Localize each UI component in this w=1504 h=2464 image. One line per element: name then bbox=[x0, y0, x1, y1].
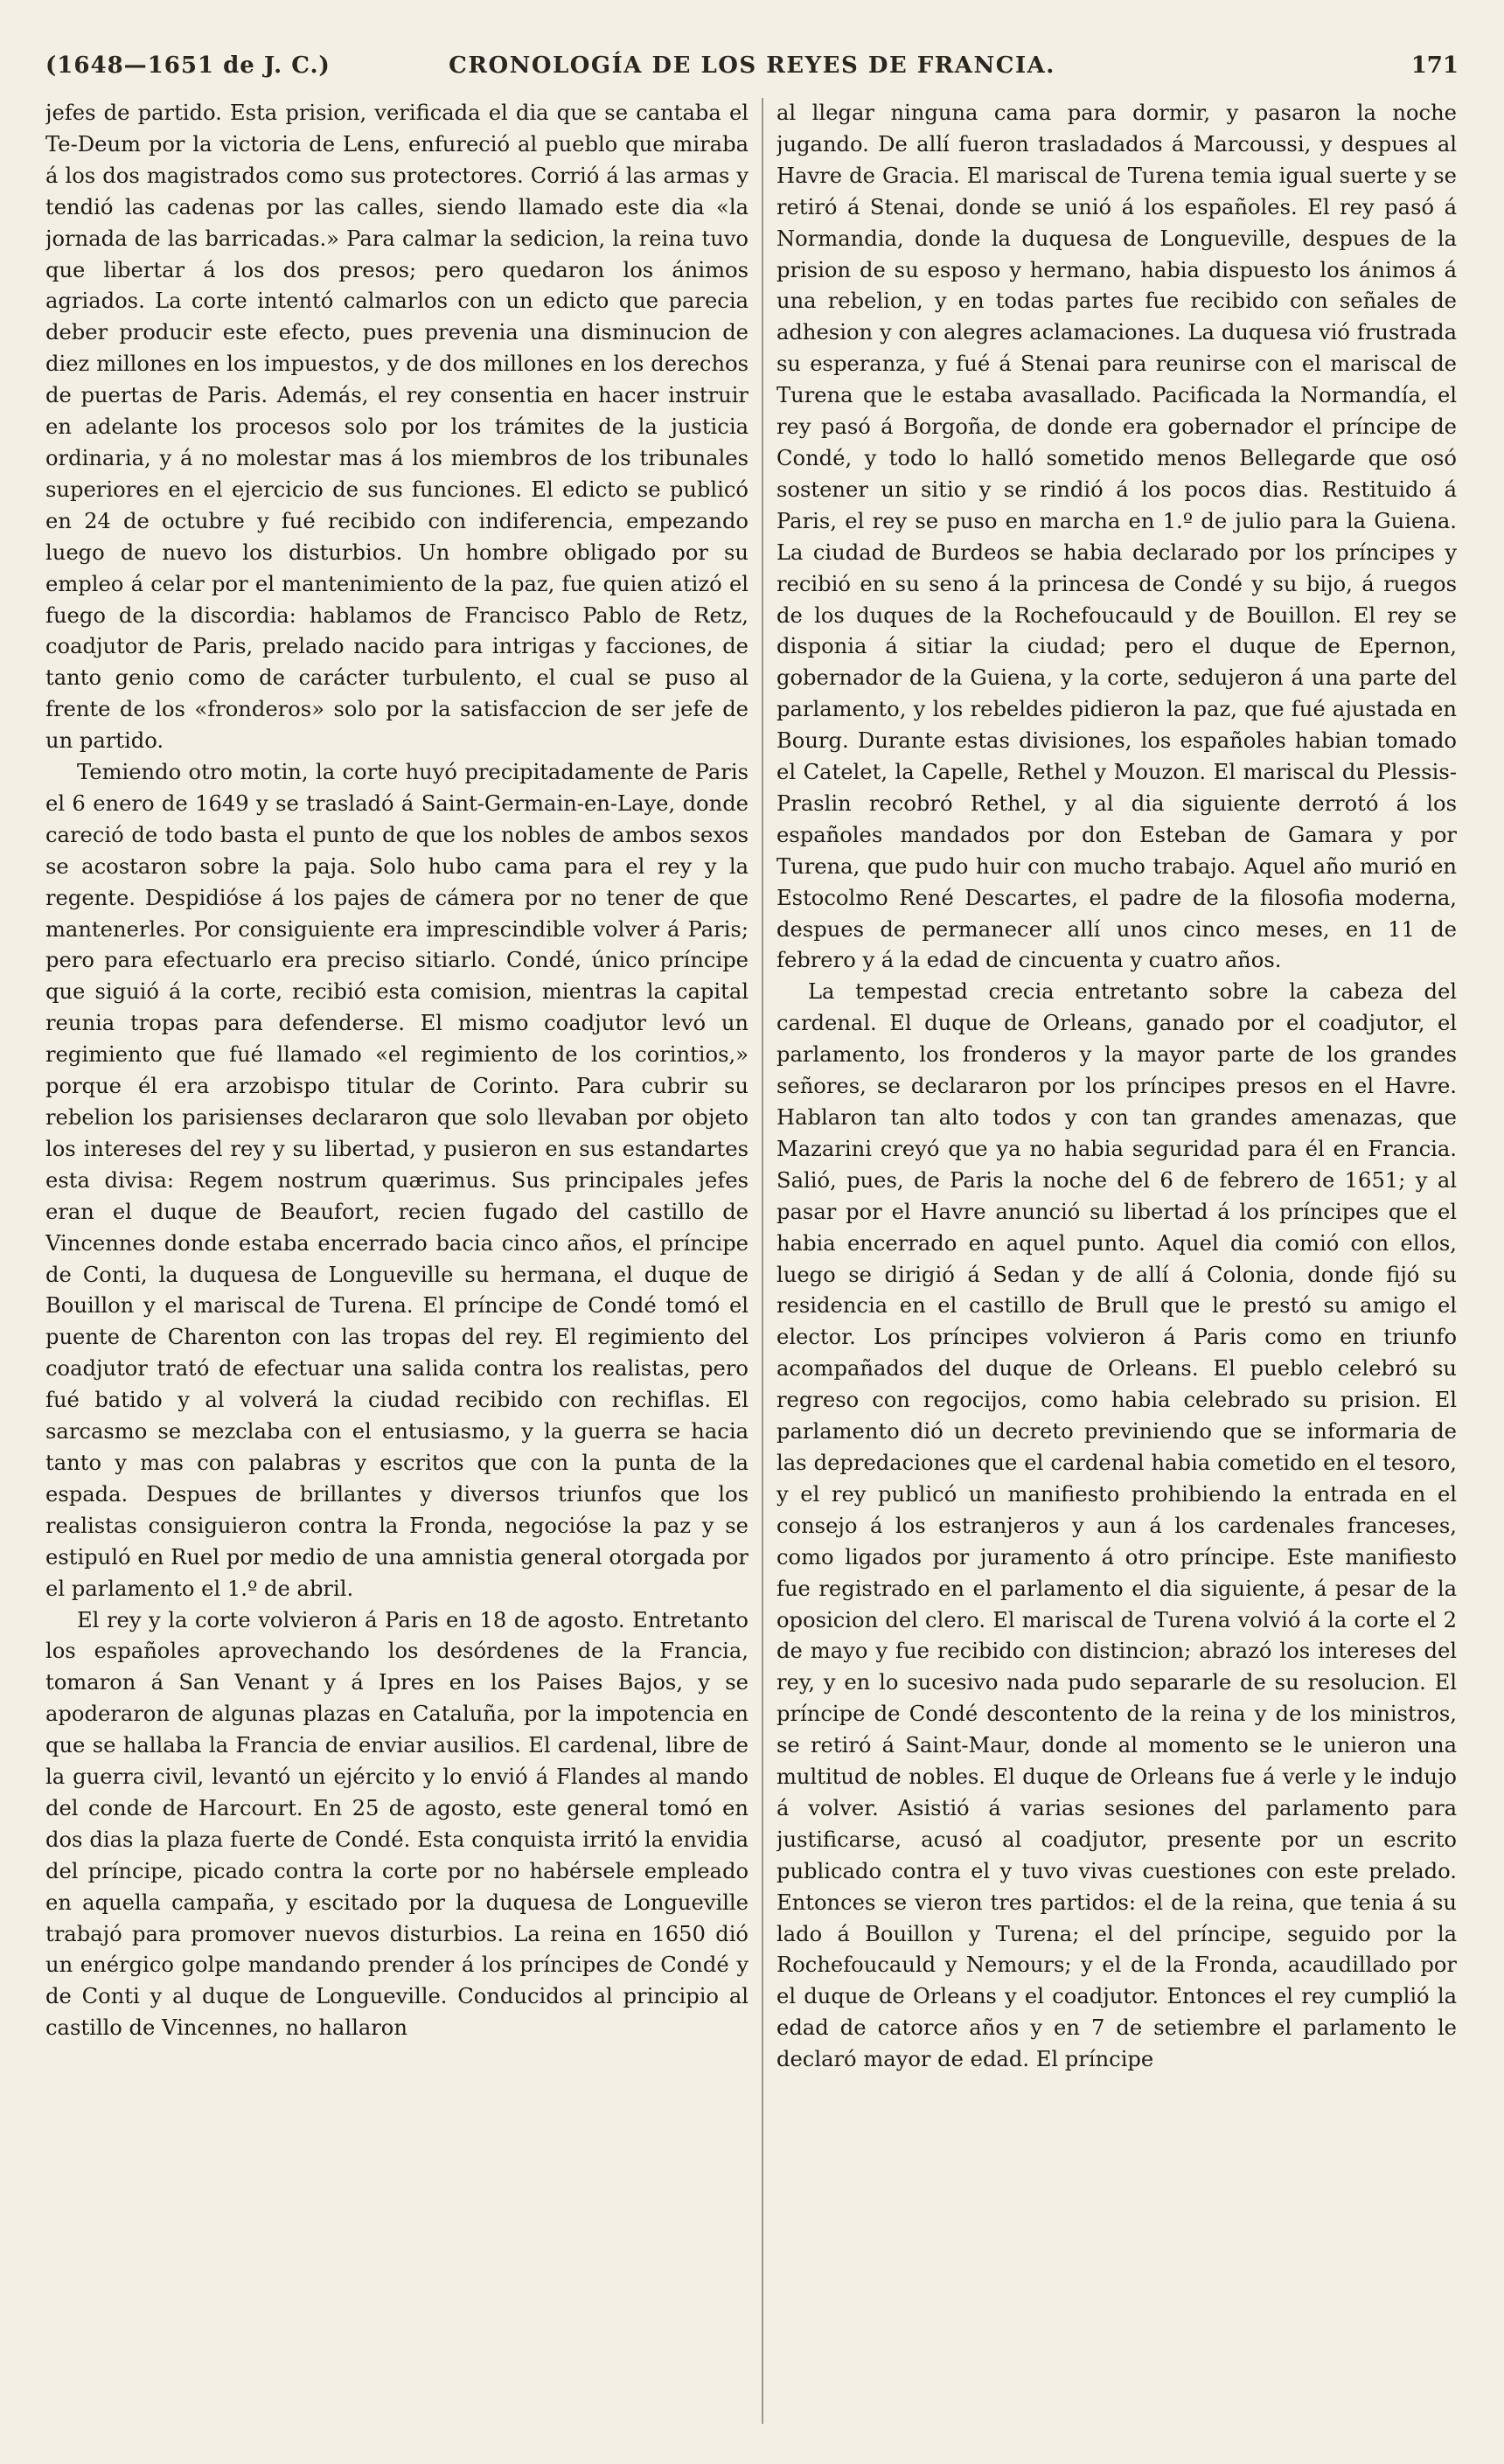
paragraph: Temiendo otro motin, la corte huyó precipitadamente de Paris el 6 enero de 1649 y se trasladó á Saint-Germain-en-Laye, donde careció de todo basta el punto de que los nobles de ambos sexos se acostaron sobre la paja. Solo hubo cama para el rey y la regente. Despidióse á los pajes de cámera por no tener de que mantenerles. Por consiguiente era imprescindible volver á Paris; pero para efectuarlo era preciso sitiarlo. Condé, único príncipe que siguió á la corte, recibió esta comision, mientras la capital reunia tropas para defenderse. El mismo coadjutor levó un regimiento que fué llamado «el regimiento de los corintios,» porque él era arzobispo titular de Corinto. Para cubrir su rebelion los parisienses declararon que solo llevaban por objeto los intereses del rey y su libertad, y pusieron en sus estandartes esta divisa: Regem nostrum quærimus. Sus principales jefes eran el duque de Beaufort, recien fugado del castillo de Vincennes donde estaba encerrado bacia cinco años, el príncipe de Conti, la duquesa de Longueville su hermana, el duque de Bouillon y el mariscal de Turena. El príncipe de Condé tomó el puente de Charenton con las tropas del rey. El regimiento del coadjutor trató de efectuar una salida contra los realistas, pero fué batido y al volverá la ciudad recibido con rechiflas. El sarcasmo se mezclaba con el entusiasmo, y la guerra se hacia tanto y mas con palabras y escritos que con la punta de la espada. Despues de brillantes y diversos triunfos que los realistas consiguieron contra la Fronda, negocióse la paz y se estipuló en Ruel por medio de una amnistia general otorgada por el parlamento el 1.º de abril. bbox=[45, 760, 749, 1601]
paragraph: El rey y la corte volvieron á Paris en 18 de agosto. Entretanto los españoles aprovechando los desórdenes de la Francia, tomaron á San Venant y á Ipres en los Paises Bajos, y se apoderaron de algunas plazas en Cataluña, por la impotencia en que se hallaba la Francia de enviar ausilios. El cardenal, libre de la guerra civil, levantó un ejército y lo envió á Flandes al mando del conde de Harcourt. En 25 de agosto, este general tomó en dos dias la plaza fuerte de Condé. Esta conquista irritó la envidia del príncipe, picado contra la corte por no habérsele empleado en aquella campaña, y escitado por la duquesa de Longueville trabajó para promover nuevos disturbios. La reina en 1650 dió un enérgico golpe mandando prender á los príncipes de Condé y de Conti y al duque de Longueville. Conducidos al principio al castillo de Vincennes, no hallaron bbox=[45, 1607, 749, 2041]
paragraph: al llegar ninguna cama para dormir, y pasaron la noche jugando. De allí fueron trasladados á Marcoussi, y despues al Havre de Gracia. El mariscal de Turena temia igual suerte y se retiró á Stenai, donde se unió á los españoles. El rey pasó á Normandia, donde la duquesa de Longueville, despues de la prision de su esposo y hermano, habia dispuesto los ánimos á una rebelion, y en todas partes fue recibido con señales de adhesion y con alegres aclamaciones. La duquesa vió frustrada su esperanza, y fué á Stenai para reunirse con el mariscal de Turena que le estaba avasallado. Pacificada la Normandía, el rey pasó á Borgoña, de donde era gobernador el príncipe de Condé, y todo lo halló sometido menos Bellegarde que osó sostener un sitio y se rindió á los pocos dias. Restituido á Paris, el rey se puso en marcha en 1.º de julio para la Guiena. La ciudad de Burdeos se habia declarado por los príncipes y recibió en su seno á la princesa de Condé y su bijo, á ruegos de los duques de la Rochefoucauld y de Bouillon. El rey se disponia á sitiar la ciudad; pero el duque de Epernon, gobernador de la Guiena, y la corte, sedujeron á una parte del parlamento, y los rebeldes pidieron la paz, que fué ajustada en Bourg. Durante estas divisiones, los españoles habian tomado el Catelet, la Capelle, Rethel y Mouzon. El mariscal du Plessis-Praslin recobró Rethel, y al dia siguiente derrotó á los españoles mandados por don Esteban de Gamara y por Turena, que pudo huir con mucho trabajo. Aquel año murió en Estocolmo René Descartes, el padre de la filosofia moderna, despues de permanecer allí unos cinco meses, en 11 de febrero y á la edad de cincuenta y cuatro años. bbox=[776, 101, 1457, 973]
text-column-left bbox=[45, 98, 749, 2441]
column-divider bbox=[762, 98, 763, 2424]
paragraph: La tempestad crecia entretanto sobre la cabeza del cardenal. El duque de Orleans, ganado por el coadjutor, el parlamento, los fronderos y la mayor parte de los grandes señores, se declararon por los príncipes presos en el Havre. Hablaron tan alto todos y con tan grandes amenazas, que Mazarini creyó que ya no habia seguridad para él en Francia. Salió, pues, de Paris la noche del 6 de febrero de 1651; y al pasar por el Havre anunció su libertad á los príncipes que el habia encerrado en aquel punto. Aquel dia comió con ellos, luego se dirigió á Sedan y de allí á Colonia, donde fijó su residencia en el castillo de Brull que le prestó su amigo el elector. Los príncipes volvieron á Paris como en triunfo acompañados del duque de Orleans. El pueblo celebró su regreso con regocijos, como habia celebrado su prision. El parlamento dió un decreto previniendo que se informaria de las depredaciones que el cardenal habia cometido en el tesoro, y el rey publicó un manifiesto prohibiendo la entrada en el consejo á los estranjeros y aun á los cardenales franceses, como ligados por juramento á otro príncipe. Este manifiesto fue registrado en el parlamento el dia siguiente, á pesar de la oposicion del clero. El mariscal de Turena volvió á la corte el 2 de mayo y fue recibido con distincion; abrazó los intereses del rey, y en lo sucesivo nada pudo separarle de su resolucion. El príncipe de Condé descontento de la reina y de los ministros, se retiró á Saint-Maur, donde al momento se le unieron una multitud de nobles. El duque de Orleans fue á verle y le indujo á volver. Asistió á varias sesiones del parlamento para justificarse, acusó al coadjutor, presente por un escrito publicado contra el y tuvo vivas cuestiones con este prelado. Entonces se vieron tres partidos: el de la reina, que tenia á su lado á Bouillon y Turena; el del príncipe, seguido por la Rochefoucauld y Nemours; y el de la Fronda, acaudillado por el duque de Orleans y el coadjutor. Entonces el rey cumplió la edad de catorce años y en 7 de setiembre el parlamento le declaró mayor de edad. El príncipe bbox=[776, 979, 1457, 2072]
running-header bbox=[45, 52, 1459, 84]
header-date-range: (1648—1651 de J. C.) bbox=[45, 52, 331, 79]
page-number: 171 bbox=[1410, 52, 1459, 79]
header-title: CRONOLOGÍA DE LOS REYES DE FRANCIA. bbox=[449, 52, 1055, 79]
text-column-right bbox=[776, 98, 1457, 2441]
paragraph: jefes de partido. Esta prision, verificada el dia que se cantaba el Te-Deum por la victoria de Lens, enfureció al pueblo que miraba á los dos magistrados como sus protectores. Corrió á las armas y tendió las cadenas por las calles, siendo llamado este dia «la jornada de las barricadas.» Para calmar la sedicion, la reina tuvo que libertar á los dos presos; pero quedaron los ánimos agriados. La corte intentó calmarlos con un edicto que parecia deber producir este efecto, pues prevenia una disminucion de diez millones en los impuestos, y de dos millones en los derechos de puertas de Paris. Además, el rey consentia en hacer instruir en adelante los procesos solo por los trámites de la justicia ordinaria, y á no molestar mas á los miembros de los tribunales superiores en el ejercicio de sus funciones. El edicto se publicó en 24 de octubre y fué recibido con indiferencia, empezando luego de nuevo los disturbios. Un hombre obligado por su empleo á celar por el mantenimiento de la paz, fue quien atizó el fuego de la discordia: hablamos de Francisco Pablo de Retz, coadjutor de Paris, prelado nacido para intrigas y facciones, de tanto genio como de carácter turbulento, el cual se puso al frente de los «fronderos» solo por la satisfaccion de ser jefe de un partido. bbox=[45, 101, 749, 754]
